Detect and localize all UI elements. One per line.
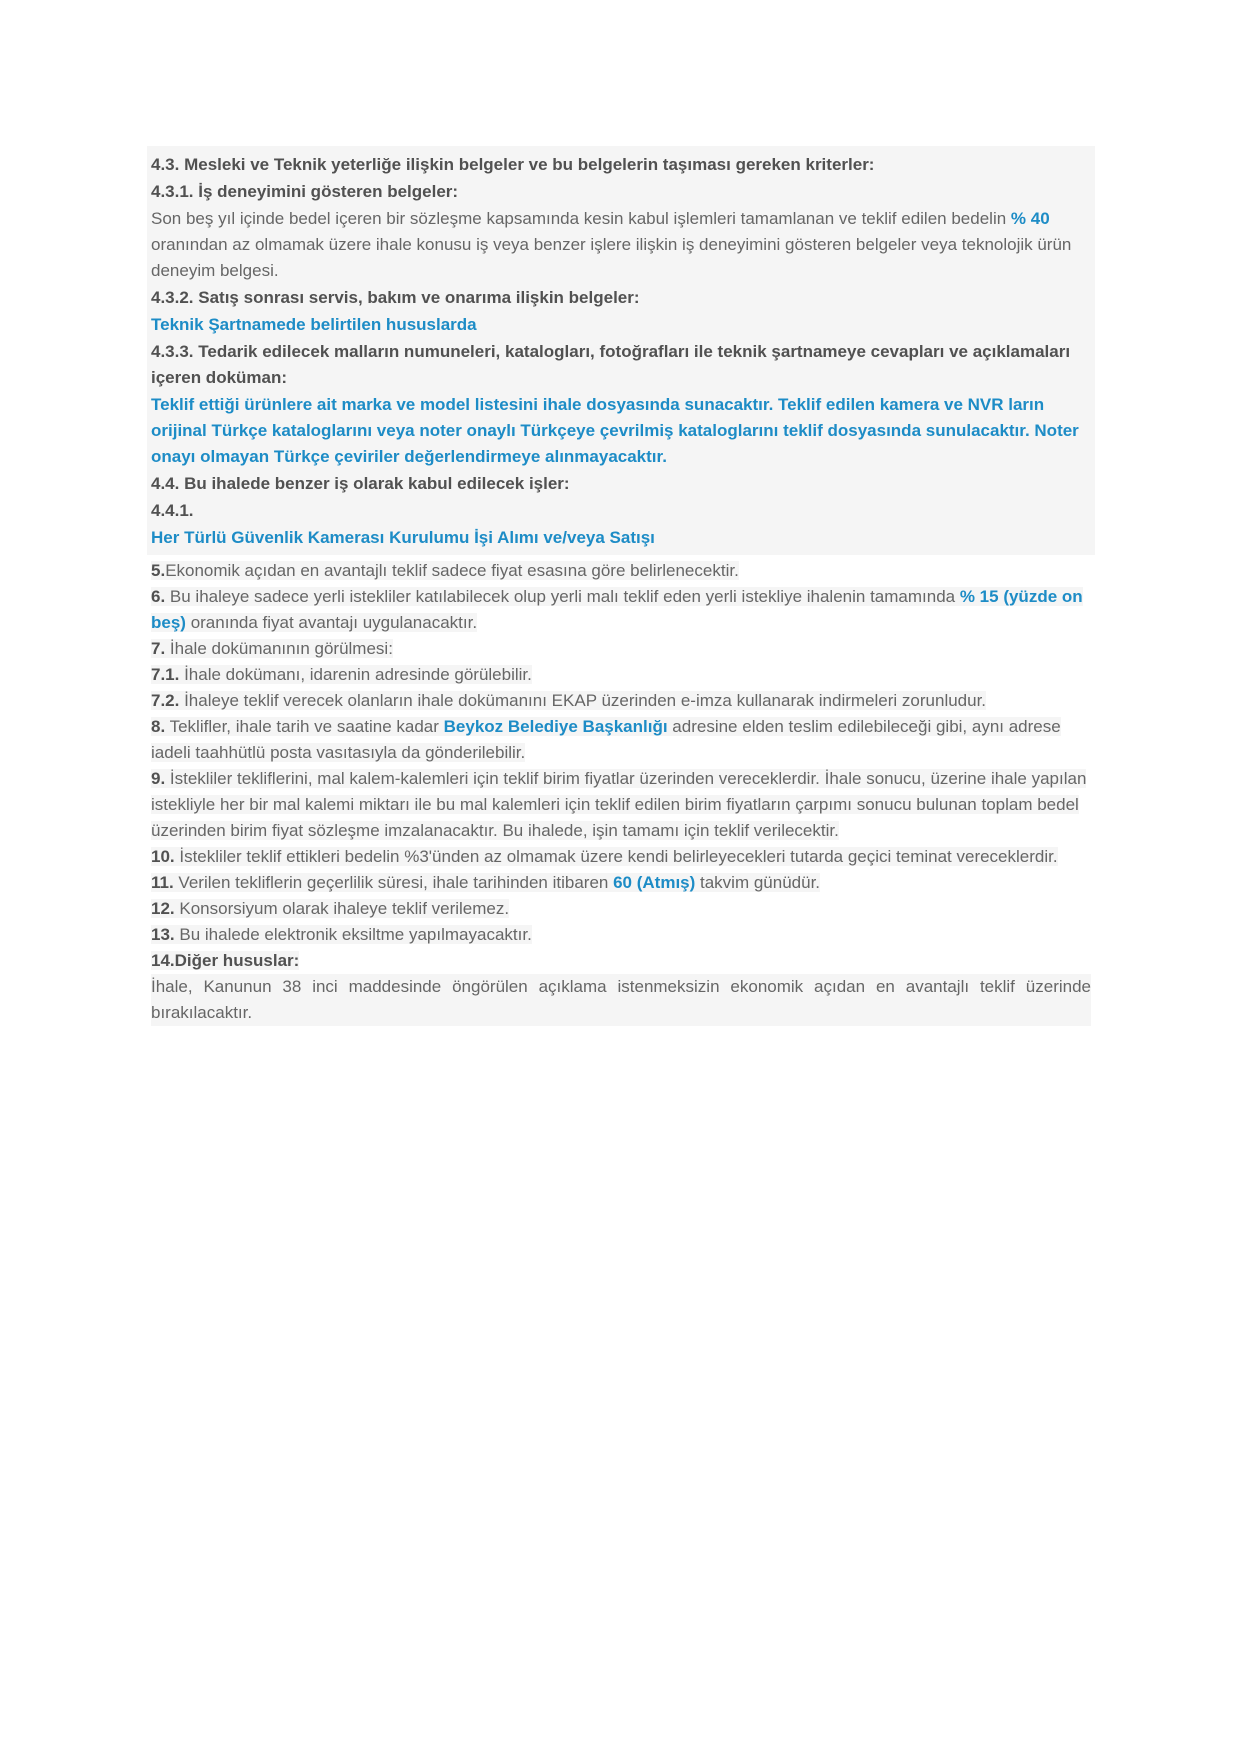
para-4-3-3-body (151, 392, 1091, 470)
text-segment: Konsorsiyum olarak ihaleye teklif verilemez. (174, 899, 510, 918)
text-segment: 6. (151, 587, 166, 606)
text-segment: 13. (151, 925, 175, 944)
item-6 (151, 584, 1091, 636)
para-14-body (151, 974, 1091, 1026)
item-7-1 (151, 662, 1091, 688)
item-11 (151, 870, 1091, 896)
text-segment: 4.3.2. Satış sonrası servis, bakım ve onarıma ilişkin belgeler: (151, 288, 640, 307)
item-9 (151, 766, 1091, 844)
item-13 (151, 922, 1091, 948)
text-segment: Bu ihaleye sadece yerli istekliler katılabilecek olup yerli malı teklif eden yerli istekliye ihalenin tamamında (165, 587, 960, 606)
para-4-4-1-body (151, 525, 1091, 551)
text-segment: 11. (151, 873, 174, 892)
heading-4-4 (151, 471, 1091, 497)
text-segment: 7.1. (151, 665, 180, 684)
text-segment: takvim günüdür. (695, 873, 821, 892)
text-segment: İhale dokümanı, idarenin adresinde görülebilir. (179, 665, 532, 684)
text-segment: Teklif ettiği ürünlere ait marka ve model listesini ihale dosyasında sunacaktır. Teklif edilen kamera ve NVR ların orijinal Türkçe kataloglarını veya noter onaylı Türkçeye çevrilmiş kataloglarını teklif dosyasında sunulacaktır. Noter onayı olmayan Türkçe çeviriler değerlendirmeye alınmayacaktır. (151, 395, 1079, 466)
text-segment: adresine elden teslim edilebileceği gibi, aynı adrese iadeli taahhütlü posta vasıtasıyla da gönderilebilir. (151, 717, 1061, 762)
text-segment: 12. (151, 899, 175, 918)
item-10 (151, 844, 1091, 870)
text-segment: İstekliler teklif ettikleri bedelin %3'ünden az olmamak üzere kendi belirleyecekleri tutarda geçici teminat vereceklerdir. (174, 847, 1058, 866)
text-segment: 10. (151, 847, 175, 866)
text-segment: % 40 (1010, 209, 1050, 228)
document-body (147, 146, 1095, 1026)
para-4-3-1-body (151, 206, 1091, 284)
text-segment: Bu ihalede elektronik eksiltme yapılmayacaktır. (174, 925, 532, 944)
text-segment: İstekliler tekliflerini, mal kalem-kalemleri için teklif birim fiyatlar üzerinden vereceklerdir. İhale sonucu, üzerine ihale yapılan istekliyle her bir mal kalemi miktarı ile bu mal kalemleri için teklif edilen birim fiyatların çarpımı sonucu bulunan toplam bedel üzerinden birim fiyat sözleşme imzalanacaktır. Bu ihalede, işin tamamı için teklif verilecektir. (151, 769, 1087, 840)
text-segment: oranından az olmamak üzere ihale konusu iş veya benzer işlere ilişkin iş deneyimini gösteren belgeler veya teknolojik ürün deneyim belgesi. (151, 235, 1072, 280)
para-4-3-2-body (151, 312, 1091, 338)
text-segment: 7.2. (151, 691, 180, 710)
text-segment: 8. (151, 717, 166, 736)
heading-14 (151, 948, 1091, 974)
text-segment: 5. (151, 561, 166, 580)
text-segment: İhaleye teklif verecek olanların ihale dokümanını EKAP üzerinden e-imza kullanarak indirmeleri zorunludur. (179, 691, 987, 710)
text-segment: Ekonomik açıdan en avantajlı teklif sadece fiyat esasına göre belirlenecektir. (165, 561, 739, 580)
text-segment: 7. (151, 639, 166, 658)
text-segment: Teknik Şartnamede belirtilen hususlarda (151, 315, 477, 334)
numbered-items-section (147, 555, 1095, 1026)
criteria-highlight-block (147, 146, 1095, 555)
heading-4-3-1 (151, 179, 1091, 205)
text-segment: 9. (151, 769, 166, 788)
item-7-2 (151, 688, 1091, 714)
text-segment: 14.Diğer hususlar: (151, 951, 300, 970)
text-segment: Son beş yıl içinde bedel içeren bir sözleşme kapsamında kesin kabul işlemleri tamamlanan ve teklif edilen bedelin (151, 209, 1011, 228)
text-segment: % 15 (yüzde on beş) (151, 587, 1083, 632)
text-segment: İhale dokümanının görülmesi: (165, 639, 393, 658)
item-8 (151, 714, 1091, 766)
text-segment: 4.3.1. İş deneyimini gösteren belgeler: (151, 182, 459, 201)
item-7 (151, 636, 1091, 662)
text-segment: Verilen tekliflerin geçerlilik süresi, ihale tarihinden itibaren (173, 873, 614, 892)
heading-4-3 (151, 152, 1091, 178)
item-5 (151, 558, 1091, 584)
text-segment: 4.3.3. Tedarik edilecek malların numuneleri, katalogları, fotoğrafları ile teknik şartnameye cevapları ve açıklamaları içeren doküman: (151, 342, 1071, 387)
text-segment: Beykoz Belediye Başkanlığı (443, 717, 668, 736)
heading-4-3-2 (151, 285, 1091, 311)
heading-4-3-3 (151, 339, 1091, 391)
text-segment: 4.4. Bu ihalede benzer iş olarak kabul edilecek işler: (151, 474, 570, 493)
text-segment: oranında fiyat avantajı uygulanacaktır. (185, 613, 478, 632)
item-12 (151, 896, 1091, 922)
text-segment: 4.4.1. (151, 501, 194, 520)
text-segment: İhale, Kanunun 38 inci maddesinde öngörülen açıklama istenmeksizin ekonomik açıdan en avantajlı teklif üzerinde bırakılacaktır. (151, 977, 1091, 1022)
heading-4-4-1 (151, 498, 1091, 524)
text-segment: 4.3. Mesleki ve Teknik yeterliğe ilişkin belgeler ve bu belgelerin taşıması gereken kriterler: (151, 155, 875, 174)
text-segment: 60 (Atmış) (613, 873, 696, 892)
text-segment: Teklifler, ihale tarih ve saatine kadar (165, 717, 444, 736)
text-segment: Her Türlü Güvenlik Kamerası Kurulumu İşi Alımı ve/veya Satışı (151, 528, 655, 547)
